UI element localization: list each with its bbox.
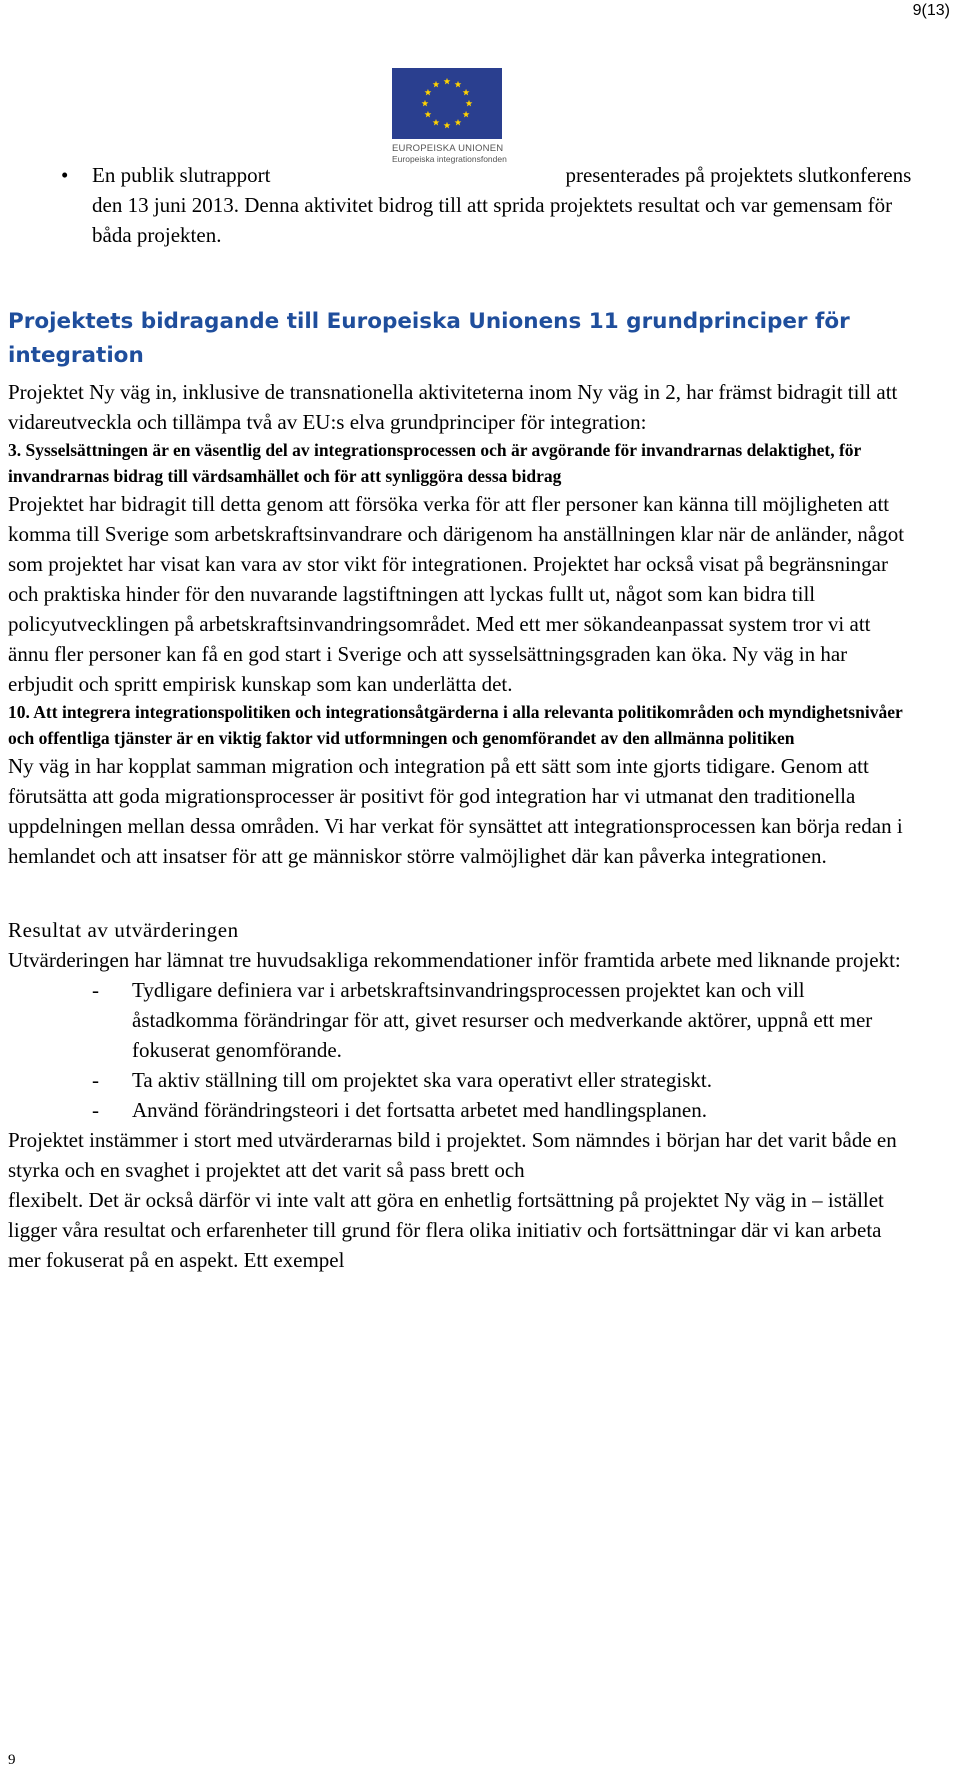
recommendation-text: Använd förändringsteori i det fortsatta arbetet med handlingsplanen. [132,1098,707,1122]
evaluation-heading: Resultat av utvärderingen [8,918,239,942]
page-number: 9 [8,1752,16,1768]
page-counter: 9(13) [912,2,950,19]
section-heading: Projektets bidragande till Europeiska Unionens 11 grundprinciper för integration [8,309,850,368]
bullet-text-part2: presenterades på projektets slutkonferens den 13 juni 2013. Denna aktivitet bidrog till att sprida projektets resultat och var gemensam för båda projekten. [92,163,912,247]
bullet-item [8,160,913,250]
bullet-text-part1: En publik slutrapport [92,163,271,187]
eu-logo [392,68,507,164]
recommendation-text: Ta aktiv ställning till om projektet ska vara operativt eller strategiskt. [132,1068,712,1092]
recommendation-item [8,1065,913,1095]
dash-marker: - [92,1098,99,1122]
recommendation-item [8,1095,913,1125]
recommendation-text: Tydligare definiera var i arbetskraftsinvandringsprocessen projektet kan och vill åstadkomma förändringar för att, givet resurser och medverkande aktörer, uppnå ett mer fokuserat genomförande. [132,978,873,1062]
principle-10-heading: 10. Att integrera integrationspolitiken och integrationsåtgärderna i alla relevanta politikområden och myndighetsnivåer och offentliga tjänster är en viktig faktor vid utformningen och genomförandet av den allmänna politiken [8,702,903,748]
eu-flag-icon [392,68,502,139]
evaluation-agree: Projektet instämmer i stort med utvärderarnas bild i projektet. Som nämndes i början har det varit både en styrka och en svaghet i projektet att det varit så pass brett och [8,1128,897,1182]
dash-marker: - [92,978,99,1002]
eu-caption-union: EUROPEISKA UNIONEN [392,143,504,154]
bullet-dot: • [61,163,69,187]
principle-3-body: Projektet har bidragit till detta genom att försöka verka för att fler personer kan känna till möjligheten att komma till Sverige som arbetskraftsinvandrare och därigenom ha anställningen klar när de anländer, något som projektet har visat kan vara av stor vikt för integrationen. Projektet har också visat på begränsningar och praktiska hinder för den nuvarande lagstiftningen att lyckas fullt ut, något som kan bidra till policyutvecklingen på arbetskraftsinvandringsområdet. Med ett mer sökandeanpassat system tror vi att ännu fler personer kan få en god start i Sverige och att sysselsättningsgraden kan öka. Ny väg in har erbjudit och spritt empirisk kunskap som kan underlätta det. [8,492,905,696]
principle-3-heading: 3. Sysselsättningen är en väsentlig del av integrationsprocessen och är avgörande för invandrarnas delaktighet, för invandrarnas bidrag till värdsamhället och för att synliggöra dessa bidrag [8,440,861,486]
recommendation-list [8,975,913,1125]
principle-10-body: Ny väg in har kopplat samman migration och integration på ett sätt som inte gjorts tidigare. Genom att förutsätta att goda migrationsprocesser är positivt för god integration har vi utmanat den traditionella uppdelningen mellan dessa områden. Vi har verkat för synsättet att integrationsprocessen kan börja redan i hemlandet och att insatser för att ge människor större valmöjlighet där kan påverka integrationen. [8,754,903,868]
recommendation-item [8,975,913,1065]
dash-marker: - [92,1068,99,1092]
document-body [8,160,913,1275]
eu-caption-fund: Europeiska integrationsfonden [392,154,507,164]
evaluation-intro: Utvärderingen har lämnat tre huvudsakliga rekommendationer inför framtida arbete med liknande projekt: [8,948,901,972]
evaluation-flex: flexibelt. Det är också därför vi inte valt att göra en enhetlig fortsättning på projektet Ny väg in – istället ligger våra resultat och erfarenheter till grund för flera olika initiativ och fortsättningar där vi kan arbeta mer fokuserat på en aspekt. Ett exempel [8,1188,884,1272]
section-intro: Projektet Ny väg in, inklusive de transnationella aktiviteterna inom Ny väg in 2, har främst bidragit till att vidareutveckla och tillämpa två av EU:s elva grundprinciper för integration: [8,380,898,434]
